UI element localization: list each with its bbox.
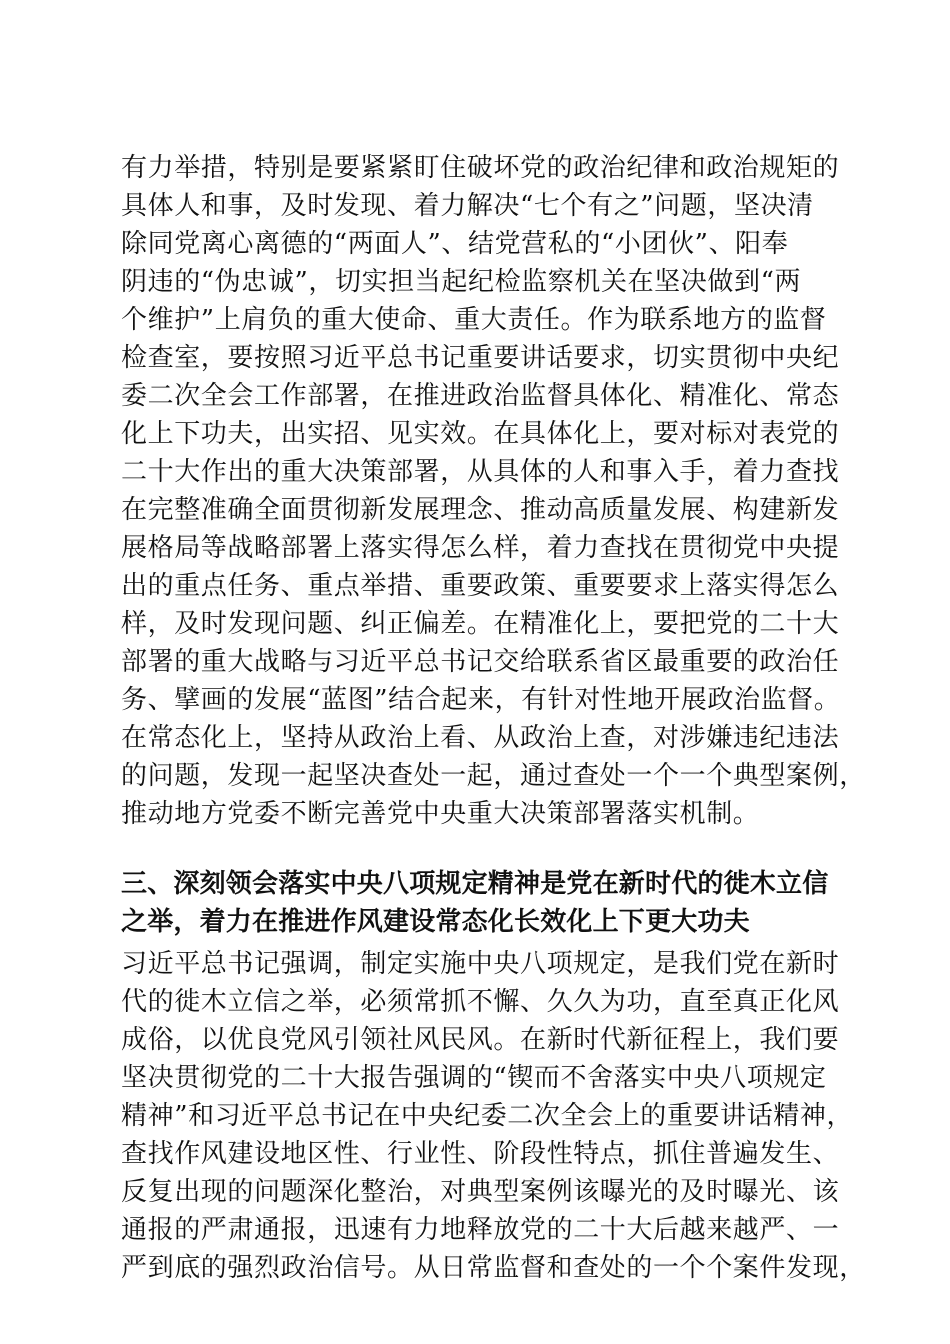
body-line: 成俗，以优良党风引领社风民风。在新时代新征程上，我们要 [121,1025,840,1055]
body-line: 通报的严肃通报，迅速有力地释放党的二十大后越来越严、一 [121,1215,840,1245]
body-line: 样，及时发现问题、纠正偏差。在精准化上，要把党的二十大 [121,609,840,639]
body-line: 委二次全会工作部署，在推进政治监督具体化、精准化、常态 [121,381,840,411]
body-line: 有力举措，特别是要紧紧盯住破坏党的政治纪律和政治规矩的 [121,153,840,183]
body-line: 查找作风建设地区性、行业性、阶段性特点，抓住普遍发生、 [121,1139,840,1169]
body-line: 务、擘画的发展“蓝图”结合起来，有针对性地开展政治监督。 [121,685,841,715]
body-line: 部署的重大战略与习近平总书记交给联系省区最重要的政治任 [121,647,840,677]
section-heading: 之举，着力在推进作风建设常态化长效化上下更大功夫 [121,907,750,937]
body-line: 代的徙木立信之举，必须常抓不懈、久久为功，直至真正化风 [121,987,840,1017]
body-line: 习近平总书记强调，制定实施中央八项规定，是我们党在新时 [121,949,840,979]
body-line: 二十大作出的重大决策部署，从具体的人和事入手，着力查找 [121,457,840,487]
body-line: 精神”和习近平总书记在中央纪委二次全会上的重要讲话精神， [121,1101,854,1131]
body-line: 出的重点任务、重点举措、重要政策、重要要求上落实得怎么 [121,571,840,601]
body-line: 具体人和事，及时发现、着力解决“七个有之”问题，坚决清 [121,191,814,221]
body-line: 严到底的强烈政治信号。从日常监督和查处的一个个案件发现， [121,1253,866,1283]
body-line: 展格局等战略部署上落实得怎么样，着力查找在贯彻党中央提 [121,533,840,563]
body-line: 在常态化上，坚持从政治上看、从政治上查，对涉嫌违纪违法 [121,723,840,753]
body-line: 阴违的“伪忠诚”，切实担当起纪检监察机关在坚决做到“两 [121,267,802,297]
body-line: 除同党离心离德的“两面人”、结党营私的“小团伙”、阳奉 [121,229,789,259]
body-line: 在完整准确全面贯彻新发展理念、推动高质量发展、构建新发 [121,495,840,525]
body-line: 坚决贯彻党的二十大报告强调的“锲而不舍落实中央八项规定 [121,1063,827,1093]
section-heading: 三、深刻领会落实中央八项规定精神是党在新时代的徙木立信 [121,869,829,899]
body-line: 反复出现的问题深化整治，对典型案例该曝光的及时曝光、该 [121,1177,840,1207]
body-line: 化上下功夫，出实招、见实效。在具体化上，要对标对表党的 [121,419,840,449]
body-line: 个维护”上肩负的重大使命、重大责任。作为联系地方的监督 [121,305,827,335]
body-line: 的问题，发现一起坚决查处一起，通过查处一个一个典型案例， [121,761,866,791]
body-line: 推动地方党委不断完善党中央重大决策部署落实机制。 [121,799,760,829]
body-line: 检查室，要按照习近平总书记重要讲话要求，切实贯彻中央纪 [121,343,840,373]
